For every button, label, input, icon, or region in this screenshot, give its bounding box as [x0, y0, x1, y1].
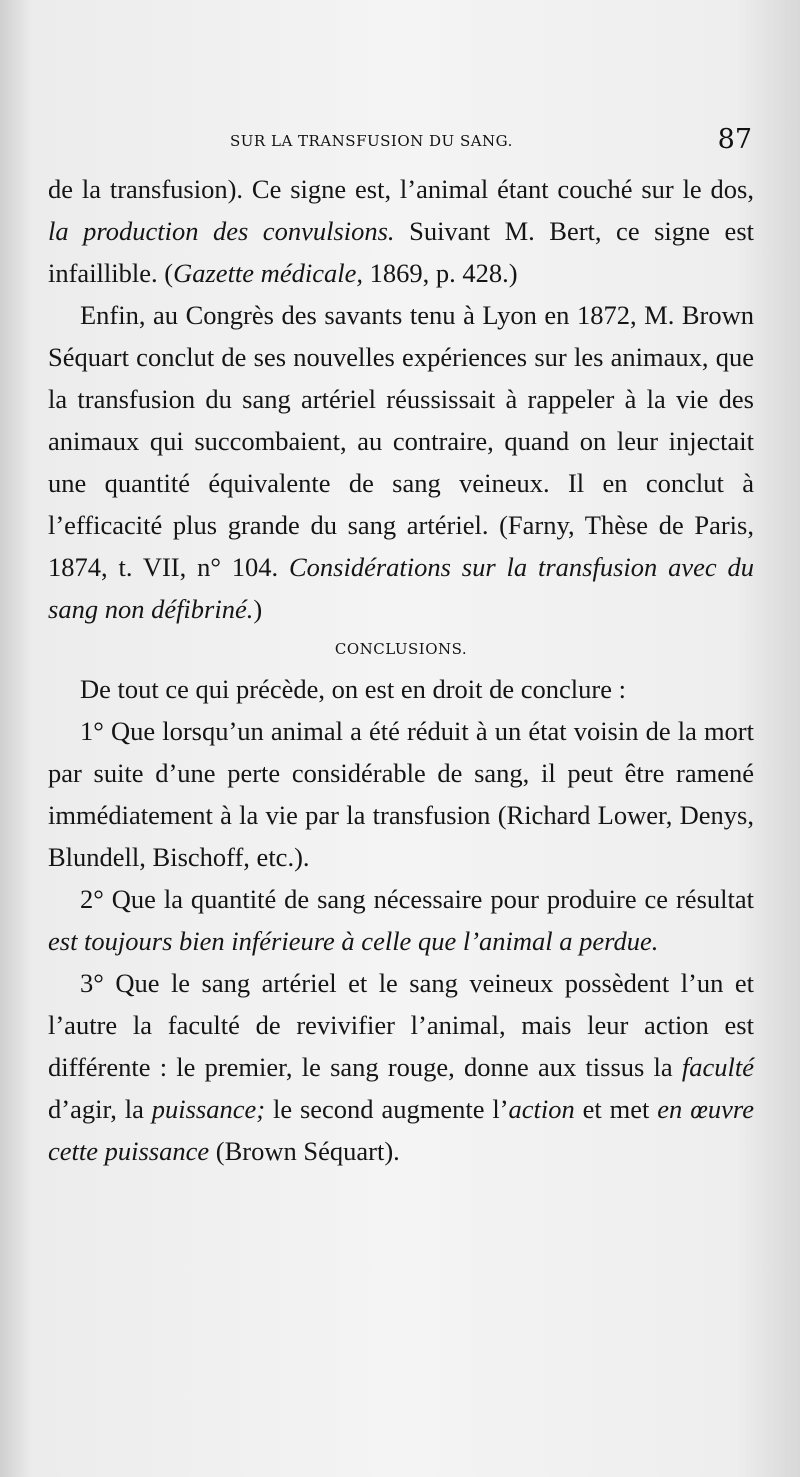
- text-run: 2° Que la quantité de sang nécessaire pour produire ce résultat: [80, 884, 754, 914]
- page-number: 87: [717, 124, 752, 155]
- running-title: SUR LA TRANSFUSION DU SANG.: [230, 132, 513, 150]
- paragraph-conclusion-1: 1° Que lorsqu’un animal a été réduit à un état voisin de la mort par suite d’une perte considérable de sang, il peut être ramené immédiatement à la vie par la transfusion (Richard Lower, Denys, Blundell, Bischoff, etc.).: [48, 716, 754, 872]
- text-run: et met: [574, 1094, 658, 1124]
- italic-run: Gazette médicale,: [173, 258, 363, 288]
- italic-run: puissance;: [151, 1094, 266, 1124]
- text-run: le second augmente l’: [265, 1094, 509, 1124]
- italic-run: action: [508, 1094, 575, 1124]
- italic-run: en œuvre cette puissance: [48, 1094, 754, 1166]
- text-run: Enfin, au Congrès des savants tenu à Lyon en 1872, M. Brown Séquart conclut de ses nouvelles expériences sur les animaux, que la transfusion du sang artériel réussissait à rappeler à la vie des animaux qui succombaient, au contraire, quand on leur injectait une quantité équivalente de sang veineux. Il en conclut à l’efficacité plus grande du sang artériel. (Farny, Thèse de Paris, 1874, t. VII, n° 104.: [48, 300, 754, 582]
- paragraph-lyon-congress: [48, 294, 754, 630]
- italic-run: faculté: [681, 1052, 754, 1082]
- text-run: de la transfusion). Ce signe est, l’animal étant couché sur le dos,: [48, 174, 754, 204]
- section-heading-conclusions: CONCLUSIONS.: [334, 640, 468, 658]
- italic-run: est toujours bien inférieure à celle que l’animal a perdue.: [48, 926, 659, 956]
- paragraph-conclusion-2: [48, 878, 754, 962]
- text-run: ): [253, 594, 263, 624]
- text-run: 3° Que le sang artériel et le sang veineux possèdent l’un et l’autre la faculté de revivifier l’animal, mais leur action est différente : le premier, le sang rouge, donne aux tissus la: [48, 968, 754, 1082]
- paragraph-intro-conclusions: De tout ce qui précède, on est en droit de conclure :: [80, 674, 626, 704]
- page-header: [48, 118, 754, 158]
- text-run: d’agir, la: [48, 1094, 152, 1124]
- italic-run: la production des convulsions.: [48, 216, 395, 246]
- text-run: 1869, p. 428.): [362, 258, 518, 288]
- paragraph-conclusion-3: [48, 962, 754, 1172]
- page-body: [48, 168, 754, 1172]
- text-run: (Brown Séquart).: [209, 1136, 400, 1166]
- paragraph-transfusion-sign: [48, 168, 754, 294]
- text-run: Suivant M. Bert, ce signe est infaillible. (: [48, 216, 754, 288]
- italic-run: Considérations sur la transfusion avec du sang non défibriné.: [48, 552, 754, 624]
